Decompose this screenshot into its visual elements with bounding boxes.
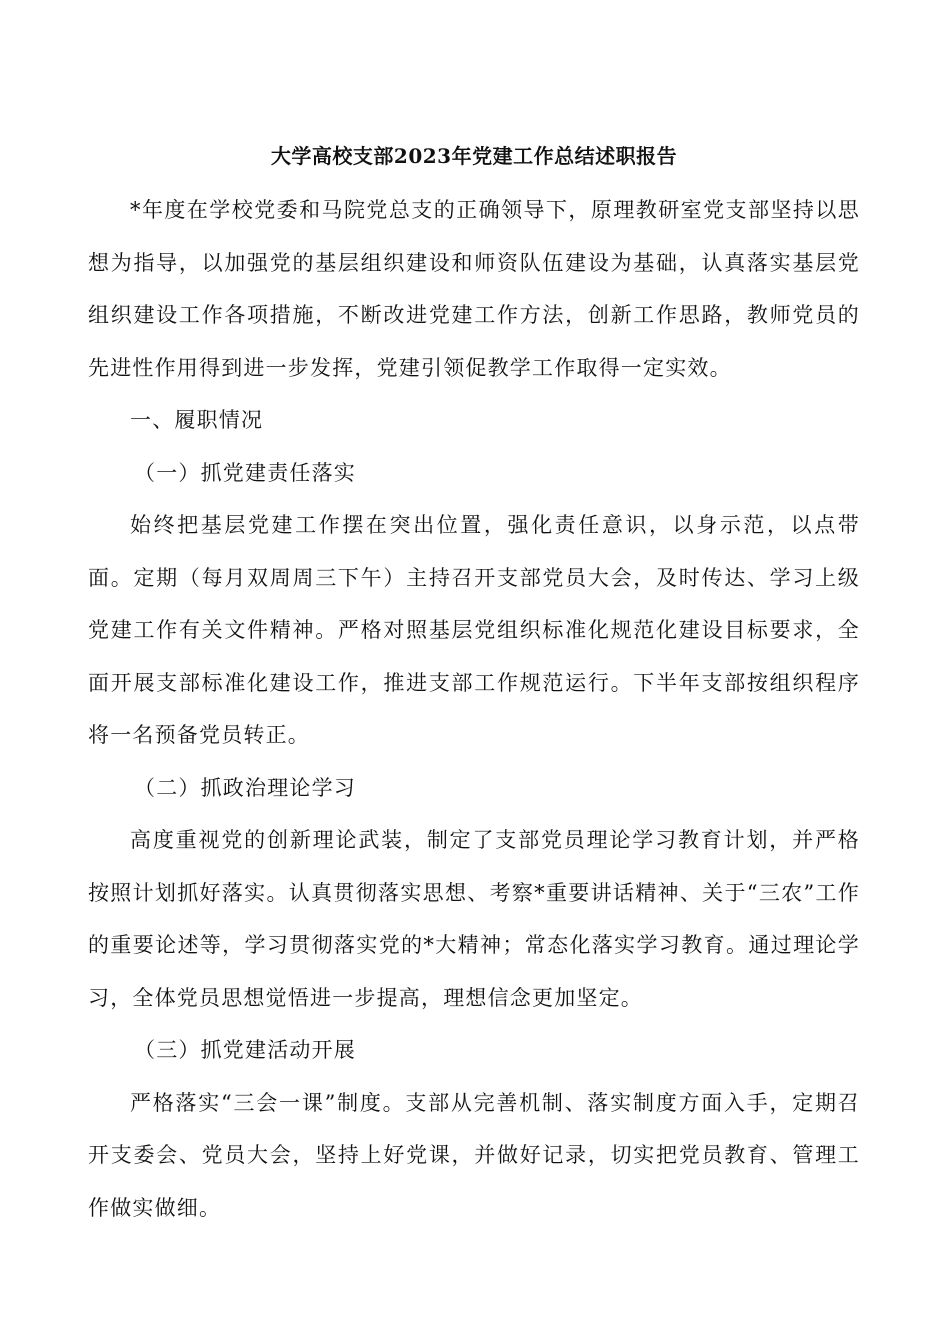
section-heading-performance: 一、履职情况 — [130, 408, 264, 432]
document-page — [88, 140, 860, 1234]
subsection-heading-theory-study: （二）抓政治理论学习 — [134, 775, 356, 800]
subsection-body-theory-study: 高度重视党的创新理论武装，制定了支部党员理论学习教育计划，并严格按照计划抓好落实。认真贯彻落实思想、考察*重要讲话精神、关于“三农”工作的重要论述等，学习贯彻落实党的*大精神；常态化落实学习教育。通过理论学习，全体党员思想觉悟进一步提高，理想信念更加坚定。 — [88, 828, 860, 1010]
subsection-body-activities: 严格落实“三会一课”制度。支部从完善机制、落实制度方面入手，定期召开支委会、党员大会，坚持上好党课，并做好记录，切实把党员教育、管理工作做实做细。 — [88, 1090, 860, 1220]
subsection-body-responsibility: 始终把基层党建工作摆在突出位置，强化责任意识，以身示范，以点带面。定期（每月双周周三下午）主持召开支部党员大会，及时传达、学习上级党建工作有关文件精神。严格对照基层党组织标准化规范化建设目标要求，全面开展支部标准化建设工作，推进支部工作规范运行。下半年支部按组织程序将一名预备党员转正。 — [88, 513, 860, 747]
intro-paragraph: *年度在学校党委和马院党总支的正确领导下，原理教研室党支部坚持以思想为指导，以加强党的基层组织建设和师资队伍建设为基础，认真落实基层党组织建设工作各项措施，不断改进党建工作方法，创新工作思路，教师党员的先进性作用得到进一步发挥，党建引领促教学工作取得一定实效。 — [88, 198, 860, 380]
document-title: 大学高校支部2023年党建工作总结述职报告 — [270, 144, 678, 168]
subsection-heading-responsibility: （一）抓党建责任落实 — [134, 460, 356, 485]
subsection-heading-activities: （三）抓党建活动开展 — [134, 1038, 356, 1062]
